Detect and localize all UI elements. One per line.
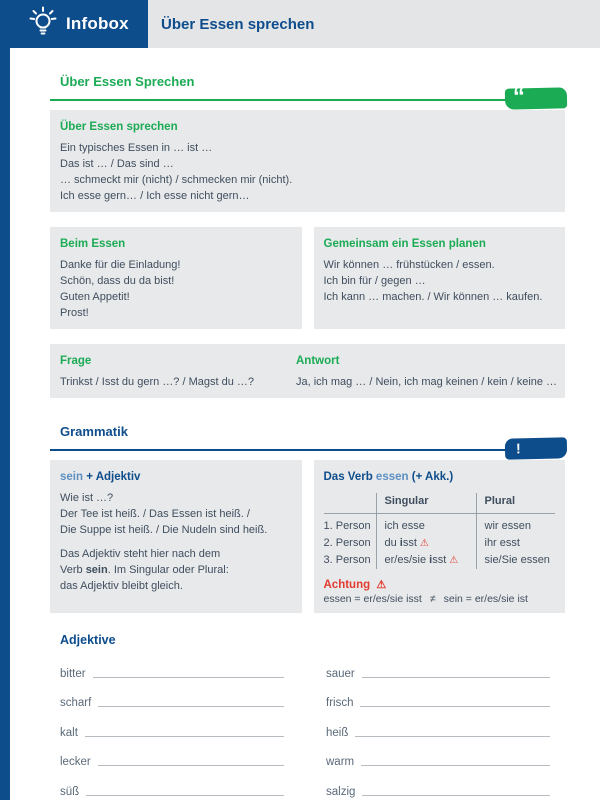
phrase-line: … schmeckt mir (nicht) / schmecken mir (nicht). xyxy=(60,174,293,186)
fill-in-line[interactable] xyxy=(85,736,284,737)
page-content xyxy=(50,48,565,799)
box-essen-planen xyxy=(314,227,566,329)
column-header-singular: Singular xyxy=(376,493,476,514)
achtung-formula: essen = er/es/sie isst ≠ sein = er/es/sie ist xyxy=(323,593,528,605)
adjective-word: sauer xyxy=(326,667,355,680)
phrase-line: Das ist … / Das sind … xyxy=(60,158,174,170)
fill-in-line[interactable] xyxy=(93,677,284,678)
adjective-row xyxy=(60,710,284,740)
phrase-line: Danke für die Einladung! xyxy=(60,259,181,271)
adjective-row xyxy=(326,710,550,740)
phrase-line: Ein typisches Essen in … ist … xyxy=(60,142,213,154)
box-sein-adjektiv xyxy=(50,460,302,613)
antwort-title: Antwort xyxy=(296,355,340,367)
lightbulb-icon xyxy=(28,6,58,43)
adjective-row xyxy=(60,681,284,711)
table-cell-plural: ihr esst xyxy=(476,535,556,552)
box-title: Über Essen sprechen xyxy=(60,121,178,133)
table-cell-singular: ich esse xyxy=(376,514,476,535)
table-cell-plural: wir essen xyxy=(476,514,556,535)
phrase-line: Ich bin für / gegen … xyxy=(323,275,426,287)
fill-in-line[interactable] xyxy=(362,795,550,796)
adjective-row xyxy=(60,769,284,799)
fill-in-line[interactable] xyxy=(355,736,550,737)
warning-icon: ⚠ xyxy=(449,555,459,566)
antwort-text: Ja, ich mag … / Nein, ich mag keinen / kein / keine … xyxy=(296,376,558,388)
box-title: Beim Essen xyxy=(60,238,126,250)
adjective-word: scharf xyxy=(60,697,92,709)
row-label: 2. Person xyxy=(323,537,371,549)
fill-in-line[interactable] xyxy=(360,706,550,707)
conjugation-table xyxy=(324,493,556,569)
adjektive-title: Adjektive xyxy=(60,633,116,647)
adjective-word: frisch xyxy=(326,697,354,709)
page-header xyxy=(0,0,600,48)
frage-title: Frage xyxy=(60,355,92,367)
fill-in-line[interactable] xyxy=(361,765,550,766)
adjective-list xyxy=(50,647,565,799)
example-line: Der Tee ist heiß. / Das Essen ist heiß. / xyxy=(60,508,250,520)
adjective-row xyxy=(326,740,550,770)
box-title: sein + Adjektiv xyxy=(60,471,141,483)
adjective-column-left xyxy=(60,651,284,799)
table-cell-singular: er/es/sie isst ⚠ xyxy=(376,552,476,569)
adjective-word: salzig xyxy=(326,785,356,798)
adjective-word: heiß xyxy=(326,726,349,739)
fill-in-line[interactable] xyxy=(86,795,284,796)
phrase-line: Guten Appetit! xyxy=(60,291,130,303)
table-corner xyxy=(324,493,376,514)
column-header-plural: Plural xyxy=(476,493,556,514)
box-title: Gemeinsam ein Essen planen xyxy=(323,238,486,250)
left-accent-bar xyxy=(0,0,10,800)
example-line: Die Suppe ist heiß. / Die Nudeln sind heiß. xyxy=(60,524,268,536)
antwort-column xyxy=(296,355,557,390)
frage-column xyxy=(60,355,296,390)
fill-in-line[interactable] xyxy=(362,677,550,678)
adjective-column-right xyxy=(326,651,550,799)
phrase-line: Schön, dass du da bist! xyxy=(60,275,175,287)
adjective-row xyxy=(326,681,550,711)
phrase-line: Prost! xyxy=(60,307,89,319)
rule-note: Das Adjektiv steht hier nach dem Verb sein. Im Singular oder Plural: das Adjektiv bleibt gleich. xyxy=(60,548,229,592)
section-rule-sprechen xyxy=(50,83,565,111)
row-label: 3. Person xyxy=(323,554,371,566)
table-cell-plural: sie/Sie essen xyxy=(476,552,556,569)
adjective-row xyxy=(326,769,550,799)
adjective-word: bitter xyxy=(60,667,86,680)
frage-text: Trinkst / Isst du gern …? / Magst du …? xyxy=(60,376,254,388)
row-label: 1. Person xyxy=(323,520,371,532)
section-title-grammatik: Grammatik xyxy=(60,424,128,439)
box-frage-antwort xyxy=(50,344,565,398)
adjective-row xyxy=(60,740,284,770)
adjective-word: warm xyxy=(326,756,355,768)
box-ueber-essen-sprechen xyxy=(50,110,565,212)
section-title-sprechen: Über Essen Sprechen xyxy=(60,74,195,89)
adjective-word: süß xyxy=(60,785,80,798)
warning-icon: ⚠ xyxy=(376,579,387,591)
page-title: Über Essen sprechen xyxy=(161,15,315,33)
phrase-line: Ich kann … machen. / Wir können … kaufen. xyxy=(323,291,543,303)
table-cell-singular: du isst ⚠ xyxy=(376,535,476,552)
infobox-brand xyxy=(0,0,148,48)
achtung-note: Achtung ⚠ xyxy=(323,579,387,591)
phrase-line: Wir können … frühstücken / essen. xyxy=(323,259,495,271)
not-equal-sign: ≠ xyxy=(429,593,436,605)
fill-in-line[interactable] xyxy=(98,706,284,707)
box-beim-essen xyxy=(50,227,302,329)
exclamation-icon: ! xyxy=(515,440,521,457)
phrase-line: Ich esse gern… / Ich esse nicht gern… xyxy=(60,190,250,202)
fill-in-line[interactable] xyxy=(98,765,284,766)
quote-badge xyxy=(505,83,567,111)
quote-icon: “ xyxy=(512,83,526,111)
adjective-row xyxy=(60,651,284,681)
adjective-word: lecker xyxy=(60,756,91,768)
section-rule-grammatik xyxy=(50,440,565,457)
box-verb-essen xyxy=(314,460,566,613)
brand-label: Infobox xyxy=(66,14,129,33)
warning-icon: ⚠ xyxy=(419,538,429,549)
example-line: Wie ist …? xyxy=(60,492,114,504)
adjective-row xyxy=(326,651,550,681)
alert-badge xyxy=(505,437,567,459)
box-title: Das Verb essen (+ Akk.) xyxy=(323,471,454,483)
adjective-word: kalt xyxy=(60,726,78,739)
